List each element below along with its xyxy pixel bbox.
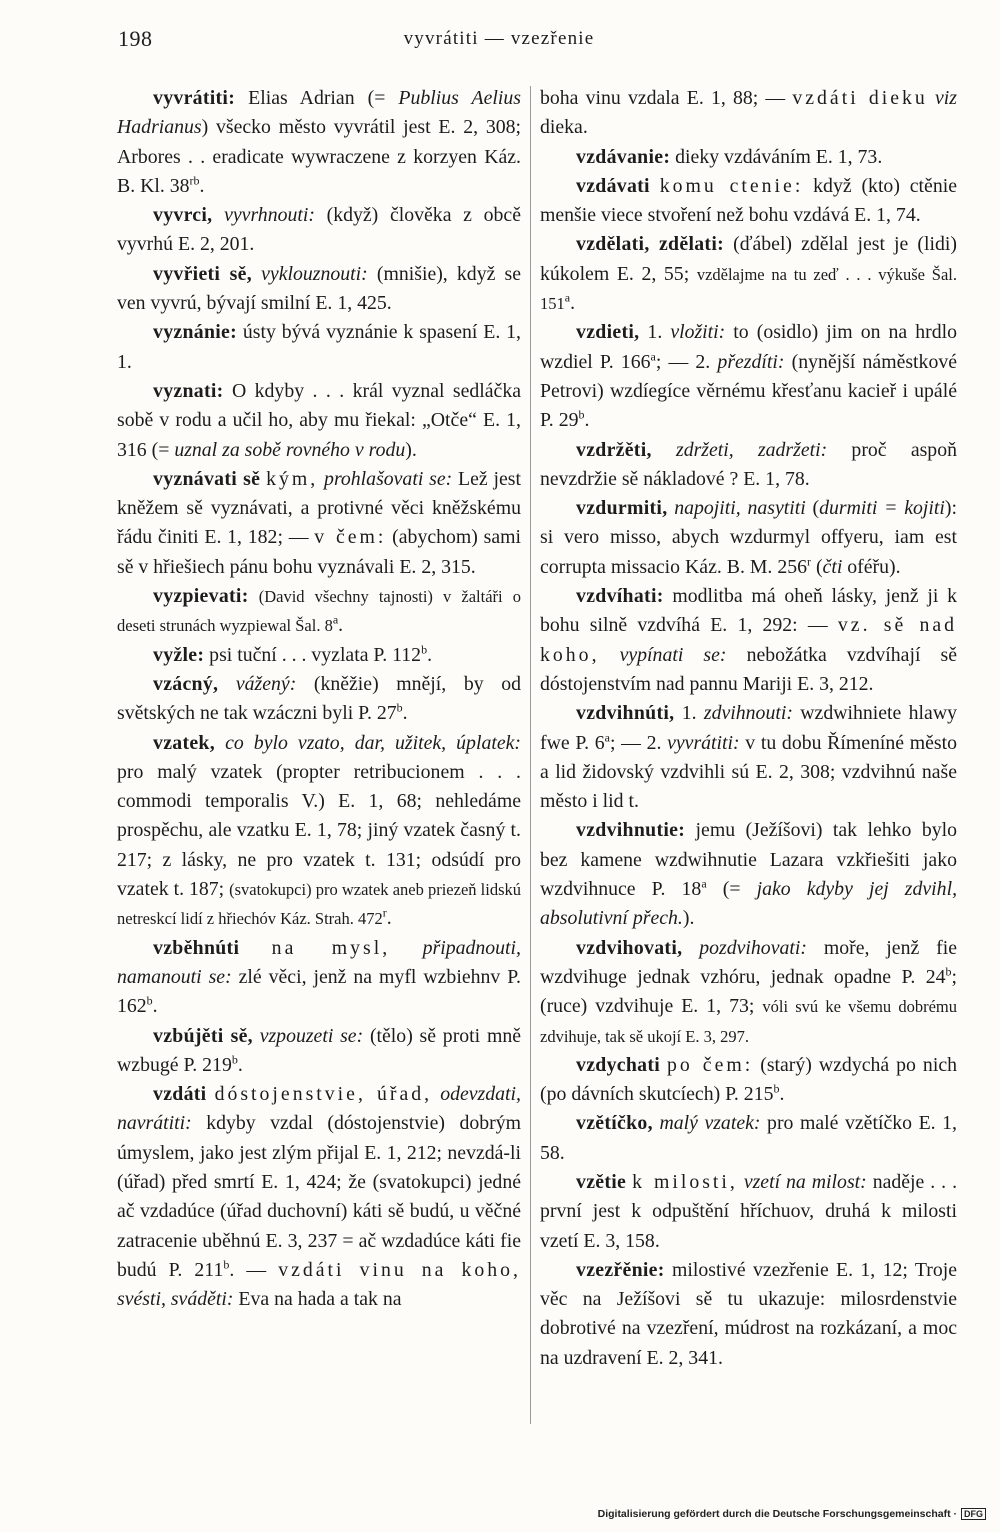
dictionary-entry: vzdychati po čem: (starý) wzdychá po nich (po dávních skutcíech) P. 215$^b$. (540, 1053, 957, 1106)
headword: vyvrci, (153, 204, 213, 227)
headword: vzdieti, (576, 321, 640, 344)
dictionary-entry: vzdáti dóstojenstvie, úřad, odevzdati, navrátiti: kdyby vzdal (dóstojenstvie) dobrým úmyslem, jako jest zlým přijal E. 1, 212; nevzdá-li (úřad) před smrtí E. 1, 424; že (svatokupci) jedné ač vzdadúce (úřad duchovní) káti sě budú, u věčné zatracenie uběhnú E. 3, 237 = ač wzdadúce káti fie budú P. 211$^b$. — vzdáti vinu na koho, svésti, sváděti: Eva na hada a tak na (117, 1083, 522, 1311)
headword: vzdávati (576, 174, 650, 197)
headword: vzácný, (153, 672, 219, 695)
headword: vzdurmiti, (576, 497, 668, 520)
headword: vzdychati (576, 1053, 661, 1076)
headword: vzětie (576, 1170, 627, 1193)
digitization-credit: Digitalisierung gefördert durch die Deutsche Forschungsgemeinschaft · DFG (598, 1508, 986, 1520)
dictionary-entry: vzdržěti, zdržeti, zadržeti: proč aspoň nevzdržie sě nákladové ? E. 1, 78. (540, 438, 957, 490)
dictionary-entry: vyvřieti sě, vyklouznouti: (mnišie), když se ven vyvrú, bývají smilní E. 1, 425. (117, 262, 521, 315)
right-column (540, 84, 957, 1373)
headword: vzdávanie: (576, 145, 671, 168)
headword: vyvrátiti: (153, 87, 236, 109)
dictionary-entry: vzdvíhati: modlitba má oheň lásky, jenž ji k bohu silně vzdvíhá E. 1, 292: — vz. sě nad koho, vypínati se: nebožátka vzdvíhají sě dóstojenstvím nad pannu Mariji E. 3, 212. (540, 585, 958, 695)
headword: vzdvíhati: (576, 585, 664, 608)
dictionary-entry: vzdávanie: dieky vzdáváním E. 1, 73. (576, 145, 883, 168)
dfg-logo: DFG (961, 1508, 986, 1520)
dictionary-entry: vzětíčko, malý vzatek: pro malé vzětíčko E. 1, 58. (540, 1112, 958, 1164)
dictionary-entry: vzdávati komu ctenie: když (kto) ctěnie menšie viece stvoření než bohu vzdává E. 1, 74. (540, 174, 957, 227)
dictionary-entry: vyznávati sě kým, prohlašovati se: Lež jest kněžem sě vyznávati, a protivné věci kněžskému řádu činiti E. 1, 182; — v čem: (abychom) sami sě v hřiešiech pánu bohu vyznávali E. 2, 315. (117, 467, 522, 578)
dictionary-entry: vzdurmiti, napojiti, nasytiti (durmiti = kojiti): si vero misso, abych wzdurmyl offyeru, iam est corrupta missacio Káz. B. M. 256$^r$ (čti oféřu). (540, 497, 957, 578)
headword: vyžle: (153, 643, 205, 666)
dictionary-entry: vzbújěti sě, vzpouzeti se: (tělo) sě proti mně wzbugé P. 219$^b$. (117, 1024, 521, 1076)
dictionary-entry: vyvrci, vyvrhnouti: (když) člověka z obcě vyvrhú E. 2, 201. (117, 204, 521, 256)
headword: vyvřieti sě, (153, 262, 252, 285)
dictionary-entry: vzdieti, 1. vložiti: to (osidlo) jim on na hrdlo wzdiel P. 166$^a$; — 2. přezdíti: (nynější náměstkové Petrovi) wzdíegíce věrnému křesťanu kacieř i upálé P. 29$^b$. (540, 321, 958, 432)
dictionary-entry: vzdvihovati, pozdvihovati: moře, jenž fie wzdvihuge jednak vzhóru, jednak opadne P. 24$^b$; (ruce) vzdvihuje E. 1, 73; vóli svú ke všemu dobrému zdvihuje, tak sě ukojí E. 3, 297. (540, 936, 957, 1046)
headword: vzdvihnutie: (576, 819, 686, 842)
headword: vzběhnúti (153, 936, 240, 959)
dictionary-entry: vzběhnúti na mysl, připadnouti, namanouti se: zlé věci, jenž na myfl wzbiehnv P. 162$^b$. (117, 936, 521, 1018)
headword: vzdáti (153, 1083, 207, 1106)
page-number: 198 (118, 26, 153, 51)
dictionary-entry: vzdvihnutie: jemu (Ježíšovi) tak lehko bylo bez kamene wzdwihnutie Lazara vzkřiešiti jako wzdvihnuce P. 18$^a$ (= jako kdyby jej zdvihl, absolutivní přech.). (540, 819, 958, 930)
headword: vyznávati sě (153, 467, 261, 490)
headword: vzětíčko, (576, 1112, 653, 1135)
dictionary-entry: vzezřěnie: milostivé vzezřenie E. 1, 12; Troje věc na Ježíšovi sě tu ukazuje: milosrdenstvie dobrotivé na vzezření, múdrost na rozkázaní, a moc na uzdravení E. 2, 341. (540, 1258, 957, 1369)
dictionary-entry: vzdělati, zdělati: (ďábel) zdělal jest je (lidi) kúkolem E. 2, 55; vzdělajme na tu zeď . . . výkuše Šal. 151$^a$. (540, 233, 957, 315)
dictionary-entry: vyznati: O kdyby . . . král vyznal sedláčka sobě v rodu a učil ho, aby mu řiekal: „Otče“ E. 1, 316 (= uznal za sobě rovného v rodu). (117, 379, 521, 461)
dictionary-entry: vyvrátiti: Elias Adrian (= Publius Aelius Hadrianus) všecko město vyvrátil jest E. 2, 308; Arbores . . eradicate wywraczene z korzyen Káz. B. Kl. $38^{rb}$. (117, 87, 521, 197)
dictionary-entry: vzdvihnúti, 1. zdvihnouti: wzdwihniete hlawy fwe P. 6$^a$; — 2. vyvrátiti: v tu dobu Římeníné město a lid židovský vzdvihli sú E. 2, 308; vzdvihnú naše město i lid t. (540, 702, 958, 813)
running-title: vyvrátiti — vzezřenie (403, 28, 595, 49)
page-header (118, 26, 880, 60)
left-column (117, 84, 521, 1314)
headword: vyzpievati: (153, 585, 249, 608)
headword: vzdělati, zdělati: (576, 233, 724, 256)
headword: vzezřěnie: (576, 1258, 665, 1281)
headword: vyznati: (153, 379, 224, 402)
dictionary-entry: vyznánie: ústy bývá vyznánie k spasení E. 1, 1. (117, 321, 521, 373)
headword: vyznánie: (153, 321, 238, 344)
dictionary-entry: vzácný, vážený: (kněžie) mnějí, by od světských ne tak wzáczni byli P. 27$^b$. (117, 672, 521, 725)
headword: vzdvihnúti, (576, 702, 675, 725)
headword: vzdvihovati, (576, 936, 683, 959)
headword: vzdržěti, (576, 438, 652, 461)
dictionary-entry: vyžle: psi tuční . . . vyzlata P. 112$^b$. (153, 642, 433, 666)
headword: vzatek, (153, 731, 215, 754)
column-divider (530, 86, 531, 1424)
dictionary-entry: vzatek, co bylo vzato, dar, užitek, úplatek: pro malý vzatek (propter retribucionem . . . commodi temporalis V.) E. 1, 68; nehledáme prospěchu, ale vzatku E. 1, 78; jiný vzatek časný t. 217; z lásky, ne pro vzatek t. 131; odsúdí pro vzatek t. 187; (svatokupci) pro wzatek aneb priezeň lidskú netreskcí lidí z hřiechóv Káz. Strah. 472$^r$. (117, 731, 521, 930)
dictionary-entry: vyzpievati: (David všechny tajnosti) v žaltáři o deseti strunách wyzpiewal Šal. 8$^a$. (117, 585, 521, 637)
dictionary-entry-continued: boha vinu vzdala E. 1, 88; — vzdáti dieku viz dieka. (540, 87, 957, 139)
headword: vzbújěti sě, (153, 1024, 253, 1047)
dictionary-entry: vzětie k milosti, vzetí na milost: naděje . . . první jest k odpuštění hříchuov, druhá k milosti vzetí E. 3, 158. (540, 1170, 958, 1252)
